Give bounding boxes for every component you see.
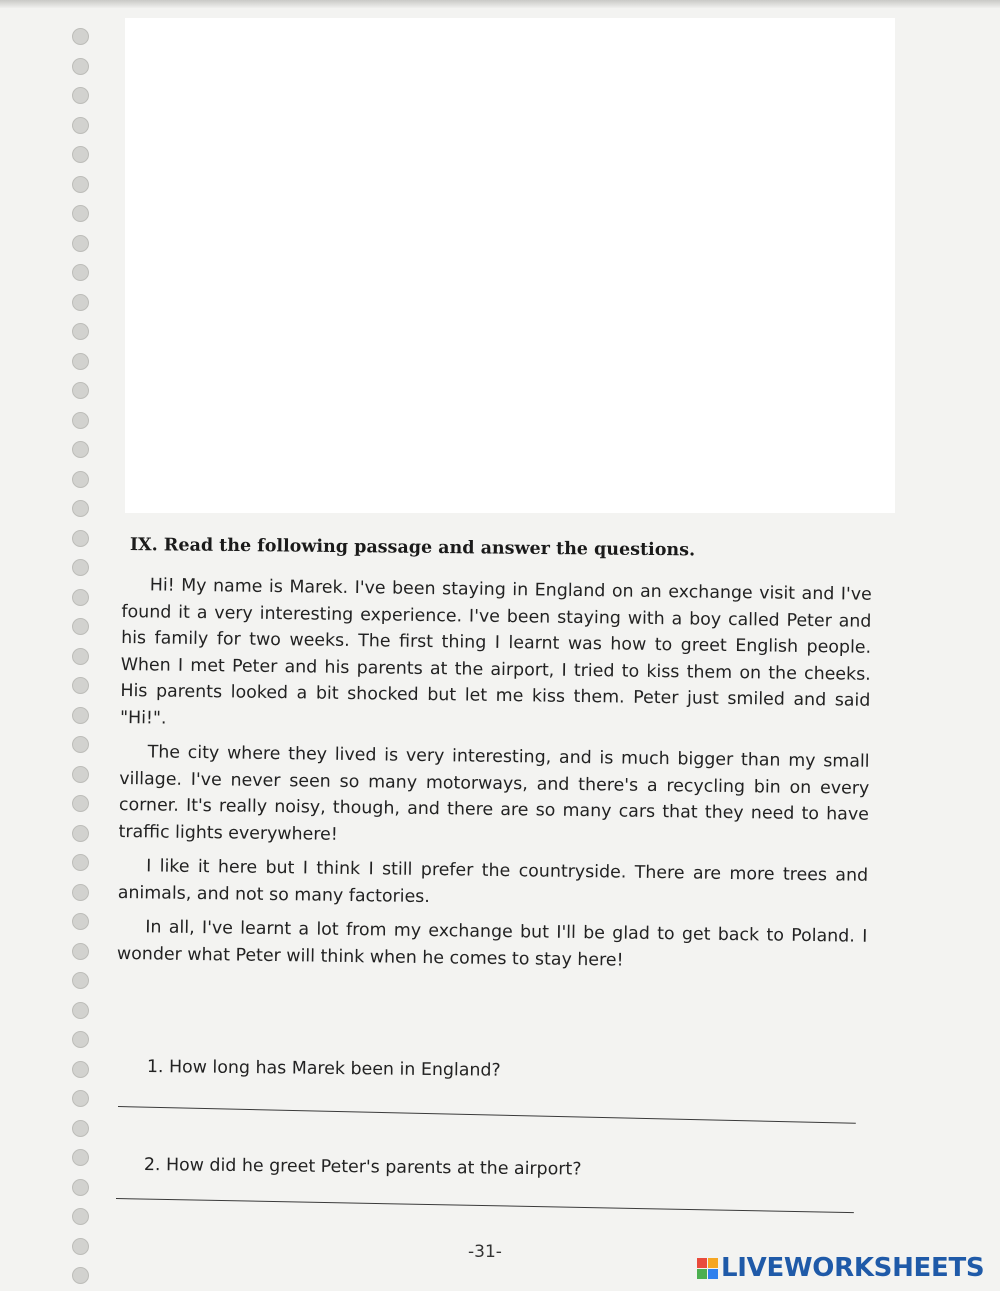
- binder-hole: [72, 736, 89, 753]
- binder-hole: [72, 589, 89, 606]
- binder-hole: [72, 825, 89, 842]
- binder-hole: [72, 382, 89, 399]
- binder-hole: [72, 235, 89, 252]
- binder-hole: [72, 205, 89, 222]
- binder-hole: [72, 707, 89, 724]
- binder-hole: [72, 1149, 89, 1166]
- binder-hole: [72, 766, 89, 783]
- binder-hole: [72, 1090, 89, 1107]
- binder-hole: [72, 1208, 89, 1225]
- binder-hole: [72, 1267, 89, 1284]
- binder-hole: [72, 559, 89, 576]
- binder-hole: [72, 1002, 89, 1019]
- binder-hole: [72, 1061, 89, 1078]
- answer-line-1[interactable]: [118, 1106, 856, 1124]
- question-2: 2. How did he greet Peter's parents at the airport?: [143, 1155, 582, 1180]
- binder-hole: [72, 28, 89, 45]
- passage-paragraph: The city where they lived is very interesting, and is much bigger than my small village. I've never seen so many motorways, and there's a recycling bin on every corner. It's really noisy, though, and there are so many cars that they need to have traffic lights everywhere!: [118, 742, 870, 845]
- binder-hole: [72, 146, 89, 163]
- passage-paragraph: In all, I've learnt a lot from my exchange but I'll be glad to get back to Poland. I wonder what Peter will think when he comes to stay here!: [116, 917, 868, 971]
- binder-hole: [72, 58, 89, 75]
- binder-hole: [72, 412, 89, 429]
- logo-square: [697, 1269, 707, 1279]
- paper-top-edge: [0, 0, 1000, 8]
- page-number: -31-: [468, 1242, 502, 1262]
- question-1: 1. How long has Marek been in England?: [146, 1057, 501, 1081]
- binder-hole: [72, 117, 89, 134]
- binder-hole: [72, 943, 89, 960]
- binder-hole: [72, 1179, 89, 1196]
- binder-hole: [72, 264, 89, 281]
- binder-hole: [72, 1120, 89, 1137]
- binder-hole: [72, 323, 89, 340]
- exercise-heading: IX. Read the following passage and answer the questions.: [129, 535, 696, 561]
- binder-hole: [72, 677, 89, 694]
- logo-square: [708, 1269, 718, 1279]
- passage-paragraph: Hi! My name is Marek. I've been staying in England on an exchange visit and I've found it a very interesting experience. I've been staying with a boy called Peter and his family for two weeks. The first thing I learnt was how to greet English people. When I met Peter and his parents at the airport, I tried to kiss them on the cheeks. His parents looked a bit shocked but let me kiss them. Peter just smiled and said "Hi!".: [119, 575, 872, 729]
- binder-hole: [72, 1031, 89, 1048]
- binder-hole: [72, 854, 89, 871]
- binder-hole: [72, 530, 89, 547]
- binder-hole: [72, 913, 89, 930]
- binder-hole: [72, 353, 89, 370]
- liveworksheets-logo-icon: [697, 1258, 718, 1279]
- binder-hole: [72, 884, 89, 901]
- answer-line-2[interactable]: [116, 1198, 854, 1213]
- binder-hole: [72, 294, 89, 311]
- binder-hole: [72, 1238, 89, 1255]
- binder-hole: [72, 87, 89, 104]
- passage-paragraph: I like it here but I think I still prefer the countryside. There are more trees and animals, and not so many factories.: [117, 856, 869, 907]
- binder-hole: [72, 648, 89, 665]
- logo-text: LIVEWORKSHEETS: [721, 1253, 985, 1283]
- logo-square: [708, 1258, 718, 1268]
- binder-hole: [72, 972, 89, 989]
- binder-hole: [72, 176, 89, 193]
- liveworksheets-logo[interactable]: [697, 1255, 984, 1281]
- binder-hole: [72, 618, 89, 635]
- binder-hole: [72, 500, 89, 517]
- reading-passage: [117, 572, 872, 985]
- binder-hole: [72, 441, 89, 458]
- blank-content-area: [125, 18, 895, 513]
- binder-hole: [72, 471, 89, 488]
- binder-holes: [72, 28, 94, 1291]
- logo-square: [697, 1258, 707, 1268]
- binder-hole: [72, 795, 89, 812]
